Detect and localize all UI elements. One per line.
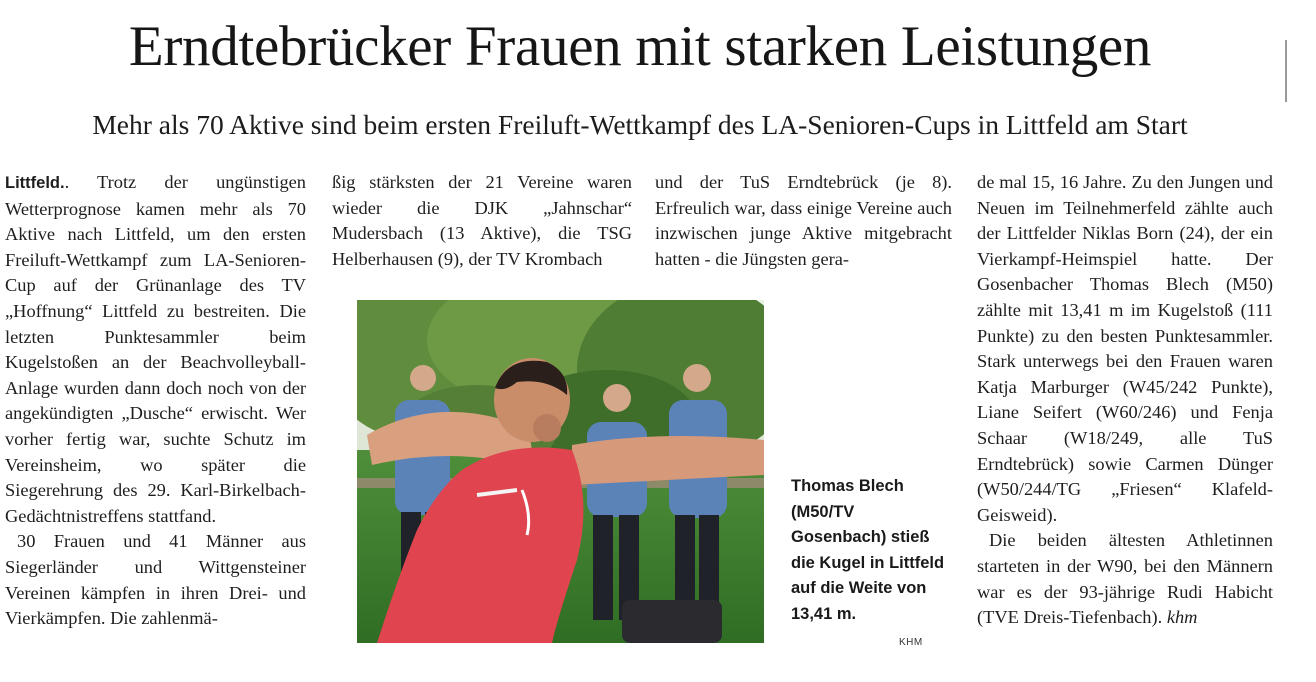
dateline: Littfeld. (5, 174, 65, 192)
photo-credit: KHM (899, 637, 923, 648)
paragraph: 30 Frauen und 41 Männer aus Siegerländer und Wittgensteiner Vereinen kämpfen in ihren Drei- und Vierkämpfen. Die zahlenmä- (5, 531, 306, 629)
text-column-2 (332, 170, 632, 272)
paragraph: ßig stärksten der 21 Vereine waren wieder die DJK „Jahnschar“ Mudersbach (13 Aktive), die TSG Helberhausen (9), der TV Krombach (332, 172, 632, 269)
author-initials: khm (1166, 607, 1198, 628)
paragraph (977, 528, 1273, 630)
paragraph-text: Die beiden ältesten Athletinnen starteten in der W90, bei den Männern war es der 93-jährige Rudi Habicht (TVE Dreis-Tiefenbach). (977, 530, 1273, 628)
caption-text: Thomas Blech (M50/TV Gosenbach) stieß die Kugel in Littfeld auf die Weite von 13,41 m. (791, 477, 945, 623)
shot-put-athlete-photo (357, 300, 764, 643)
page-edge-rule (1285, 40, 1287, 102)
paragraph (5, 170, 306, 529)
paragraph: und der TuS Erndtebrück (je 8). Erfreulich war, dass einige Vereine auch inzwischen junge Aktive mitgebracht hatten - die Jüngsten gera- (655, 172, 952, 269)
headline: Erndtebrücker Frauen mit starken Leistungen (128, 15, 1152, 78)
text-column-4 (977, 170, 1273, 631)
text-column-3 (655, 170, 952, 272)
subheadline: Mehr als 70 Aktive sind beim ersten Freiluft-Wettkampf des LA-Senioren-Cups in Littfeld am Start (92, 109, 1188, 140)
photo-caption (791, 474, 951, 648)
paragraph-text: . Trotz der ungünstigen Wetterprognose kamen mehr als 70 Aktive nach Littfeld, um den ersten Freiluft-Wettkampf zum LA-Senioren-Cup auf der Grünanlage des TV „Hoffnung“ Littfeld zu bestreiten. Die letzten Punktesammler beim Kugelstoßen an der Beachvolleyball-Anlage wurden dann doch noch von der angekündigten „Dusche“ erwischt. Wer vorher fertig war, suchte Schutz im Vereinsheim, wo später die Siegerehrung des 29. Karl-Birkelbach-Gedächtnistreffens stattfand. (5, 172, 306, 526)
text-column-1 (5, 170, 306, 632)
paragraph: de mal 15, 16 Jahre. Zu den Jungen und Neuen im Teilnehmerfeld zählte auch der Littfelder Niklas Born (24), der ein Vierkampf-Heimspiel hatte. Der Gosenbacher Thomas Blech (M50) zählte mit 13,41 m im Kugelstoß (111 Punkte) zu den besten Punktesammler. Stark unterwegs bei den Frauen waren Katja Marburger (W45/242 Punkte), Liane Seifert (W60/246) und Fenja Schaar (W18/249, alle TuS Erndtebrück) sowie Carmen Dünger (W50/244/TG „Friesen“ Klafeld-Geisweid). (977, 172, 1273, 525)
article-photo (357, 300, 764, 643)
